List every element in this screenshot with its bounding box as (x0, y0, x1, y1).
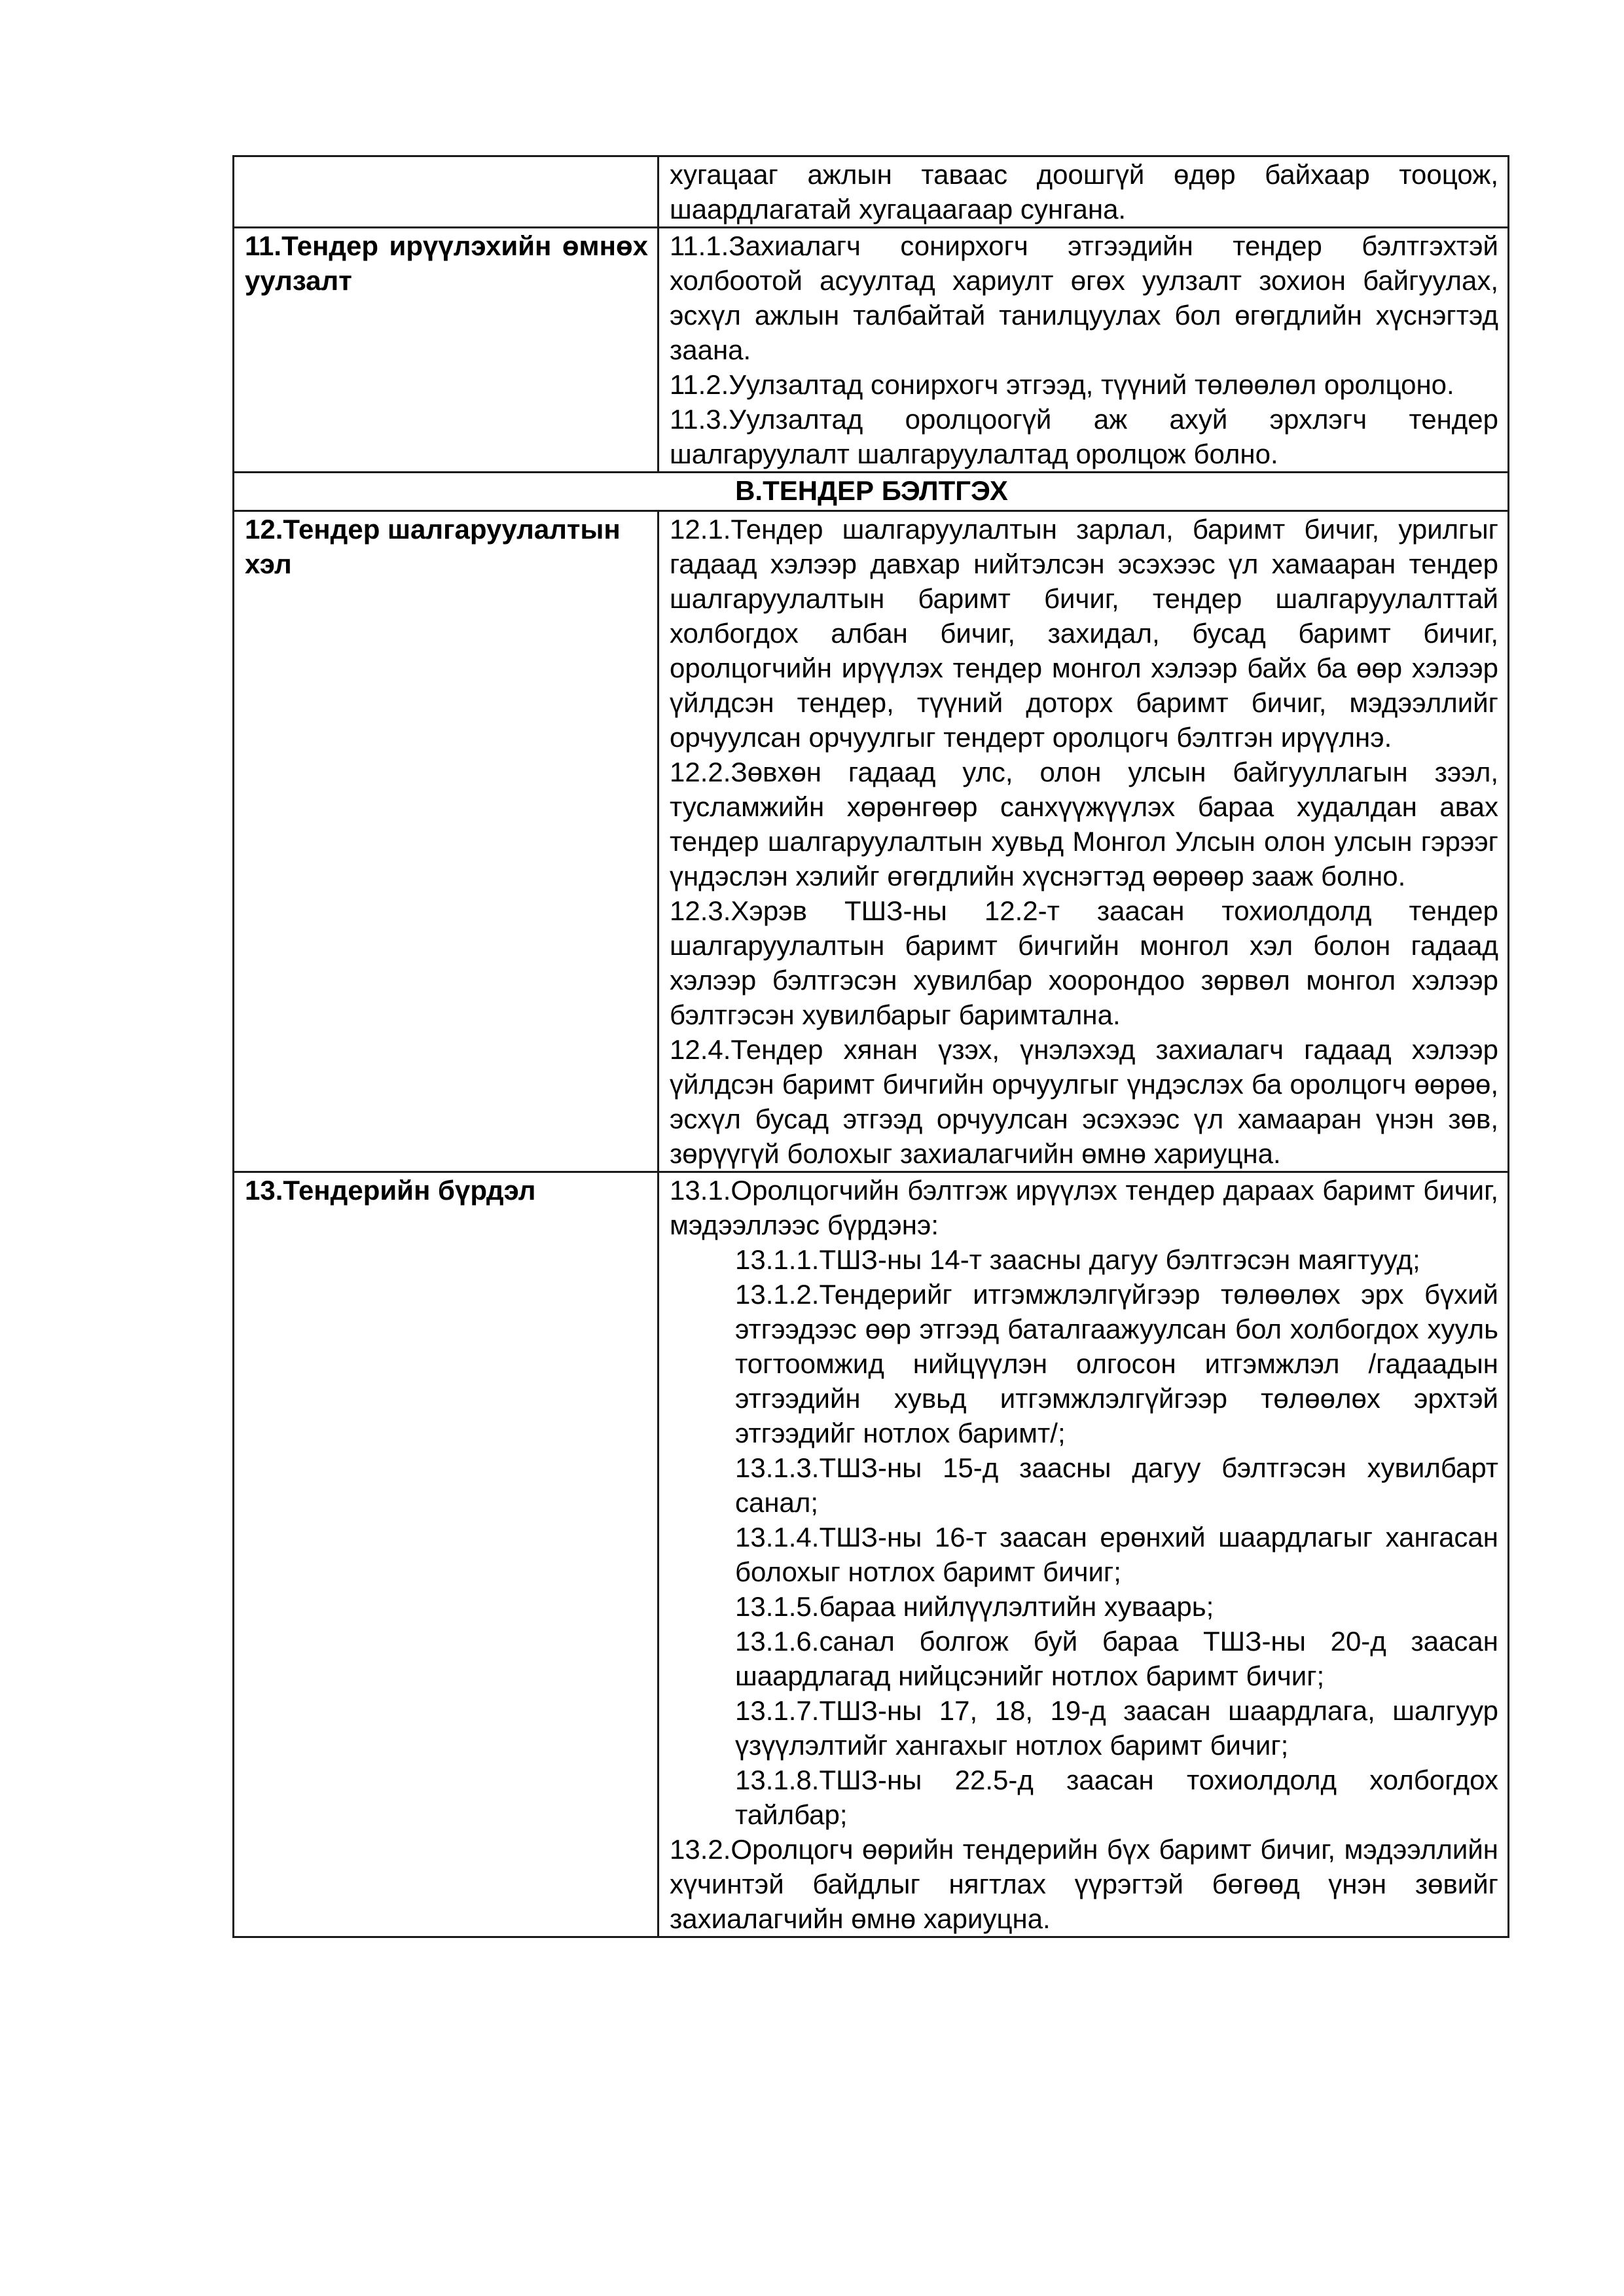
list-item-13-1-3: 13.1.3.ТШЗ-ны 15-д заасны дагуу бэлтгэсэн хувилбарт санал; (735, 1452, 1498, 1518)
list-item-13-1-7: 13.1.7.ТШЗ-ны 17, 18, 19-д заасан шаардлага, шалгуур үзүүлэлтийг хангахыг нотлох баримт бичиг; (735, 1695, 1498, 1761)
row-content (659, 156, 1509, 228)
list-item-13-1-5: 13.1.5.бараа нийлүүлэлтийн хуваарь; (735, 1591, 1214, 1622)
table-row-continuation (234, 156, 1509, 228)
paragraph-13-1: 13.1.Оролцогчийн бэлтгэж ирүүлэх тендер дараах баримт бичиг, мэдээллээс бүрдэнэ: (670, 1175, 1498, 1240)
section-header-row (234, 473, 1509, 511)
paragraph-13-2: 13.2.Оролцогч өөрийн тендерийн бүх баримт бичиг, мэдээллийн хүчинтэй байдлыг нягтлах үүрэгтэй бөгөөд үнэн зөвийг захиалагчийн өмнө хариуцна. (670, 1834, 1498, 1934)
row-heading (234, 511, 659, 1172)
table-row-12 (234, 511, 1509, 1172)
row-content (659, 1172, 1509, 1937)
row-content (659, 511, 1509, 1172)
paragraph-11-2: 11.2.Уулзалтад сонирхогч этгээд, түүний төлөөлөл оролцоно. (670, 369, 1454, 400)
table-row-13 (234, 1172, 1509, 1937)
list-item-13-1-2: 13.1.2.Тендерийг итгэмжлэлгүйгээр төлөөлөх эрх бүхий этгээдээс өөр этгээд баталгаажуулсан бол холбогдох хууль тогтоомжид нийцүүлэн олгосон итгэмжлэл /гадаадын этгээдийн хувьд итгэмжлэлгүйгээр төлөөлөх эрхтэй этгээдийг нотлох баримт/; (735, 1279, 1498, 1448)
list-item-13-1-1: 13.1.1.ТШЗ-ны 14-т заасны дагуу бэлтгэсэн маягтууд; (735, 1244, 1420, 1275)
heading-13: 13.Тендерийн бүрдэл (245, 1175, 536, 1206)
heading-11: 11.Тендер ирүүлэхийн өмнөх уулзалт (245, 230, 648, 296)
row-heading (234, 228, 659, 473)
row-heading (234, 1172, 659, 1937)
paragraph: хугацааг ажлын таваас доошгүй өдөр байхаар тооцож, шаардлагатай хугацаагаар сунгана. (670, 159, 1498, 224)
section-header: В.ТЕНДЕР БЭЛТГЭХ (234, 473, 1509, 511)
row-content (659, 228, 1509, 473)
list-item-13-1-6: 13.1.6.санал болгож буй бараа ТШЗ-ны 20-д заасан шаардлагад нийцсэнийг нотлох баримт бичиг; (735, 1626, 1498, 1691)
tender-instructions-table (232, 155, 1509, 1938)
list-item-13-1-4: 13.1.4.ТШЗ-ны 16-т заасан ерөнхий шаардлагыг хангасан болохыг нотлох баримт бичиг; (735, 1522, 1498, 1587)
list-item-13-1-8: 13.1.8.ТШЗ-ны 22.5-д заасан тохиолдолд холбогдох тайлбар; (735, 1765, 1498, 1830)
table-row-11 (234, 228, 1509, 473)
paragraph-12-2: 12.2.Зөвхөн гадаад улс, олон улсын байгууллагын зээл, тусламжийн хөрөнгөөр санхүүжүүлэх бараа худалдан авах тендер шалгаруулалтын хувьд Монгол Улсын олон улсын гэрээг үндэслэн хэлийг өгөгдлийн хүснэгтэд өөрөөр зааж болно. (670, 757, 1498, 891)
paragraph-12-3: 12.3.Хэрэв ТШЗ-ны 12.2-т заасан тохиолдолд тендер шалгаруулалтын баримт бичгийн монгол хэл болон гадаад хэлээр бэлтгэсэн хувилбар хоорондоо зөрвөл монгол хэлээр бэлтгэсэн хувилбарыг баримтална. (670, 895, 1498, 1030)
paragraph-11-1: 11.1.Захиалагч сонирхогч этгээдийн тендер бэлтгэхтэй холбоотой асуултад хариулт өгөх уулзалт зохион байгуулах, эсхүл ажлын талбайтай танилцуулах бол өгөгдлийн хүснэгтэд заана. (670, 230, 1498, 365)
paragraph-12-1: 12.1.Тендер шалгаруулалтын зарлал, баримт бичиг, урилгыг гадаад хэлээр давхар нийтэлсэн эсэхээс үл хамааран тендер шалгаруулалтын баримт бичиг, тендер шалгаруулалттай холбогдох албан бичиг, захидал, бусад баримт бичиг, оролцогчийн ирүүлэх тендер монгол хэлээр байх ба өөр хэлээр үйлдсэн тендер, түүний доторх баримт бичиг, мэдээллийг орчуулсан орчуулгыг тендерт оролцогч бэлтгэн ирүүлнэ. (670, 514, 1498, 753)
paragraph-11-3: 11.3.Уулзалтад оролцоогүй аж ахуй эрхлэгч тендер шалгаруулалт шалгаруулалтад оролцож болно. (670, 404, 1498, 469)
paragraph-12-4: 12.4.Тендер хянан үзэх, үнэлэхэд захиалагч гадаад хэлээр үйлдсэн баримт бичгийн орчуулгыг үндэслэх ба оролцогч өөрөө, эсхүл бусад этгээд орчуулсан эсэхээс үл хамааран үнэн зөв, зөрүүгүй болохыг захиалагчийн өмнө хариуцна. (670, 1034, 1498, 1169)
heading-12: 12.Тендер шалгаруулалтын хэл (245, 514, 621, 579)
row-heading-empty (234, 156, 659, 228)
